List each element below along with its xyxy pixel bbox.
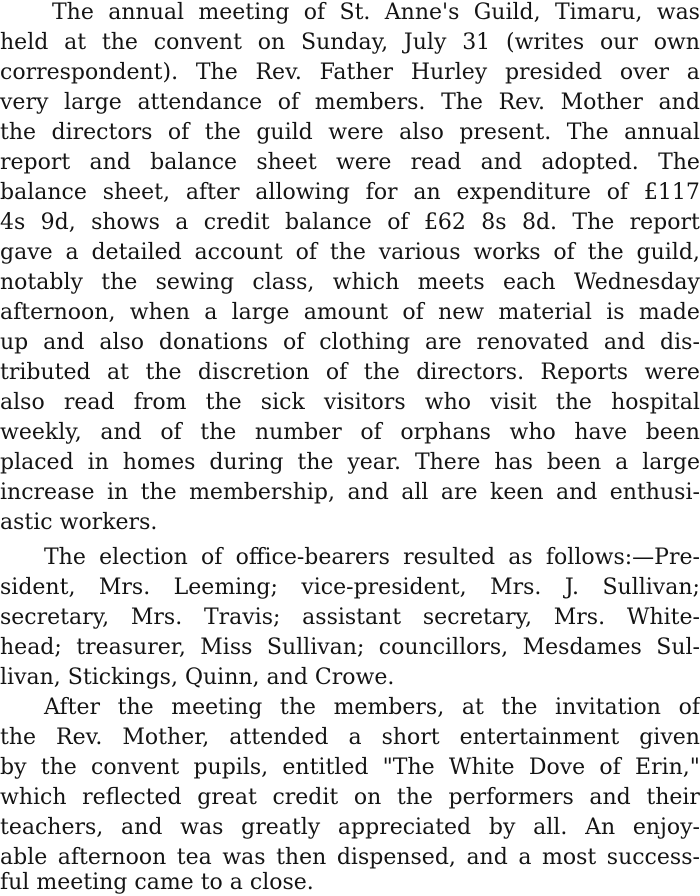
word: entertainment — [459, 725, 620, 750]
word: year. — [347, 450, 402, 475]
word: convent — [153, 30, 242, 55]
word: Stickings, — [67, 665, 185, 690]
paragraph-1-line-16 — [0, 450, 700, 476]
word: The — [572, 210, 615, 235]
word: of — [553, 240, 575, 265]
word: by — [0, 755, 27, 780]
word: meeting — [36, 870, 135, 895]
word: to — [200, 870, 230, 895]
word: their — [646, 785, 700, 810]
word: treasurer, — [76, 635, 186, 660]
paragraph-1-line-6 — [0, 150, 700, 176]
word: members. — [314, 90, 426, 115]
word: Quinn, — [184, 665, 267, 690]
word: on — [257, 30, 286, 55]
word: the — [297, 450, 334, 475]
word: visitors — [323, 390, 406, 415]
word: attended — [229, 725, 329, 750]
paragraph-3-line-5 — [0, 815, 700, 841]
word: balance — [150, 150, 238, 175]
word: enthusi- — [609, 480, 700, 505]
word: of — [360, 420, 382, 445]
word: from — [133, 390, 187, 415]
word: present. — [459, 120, 552, 145]
paragraph-2-line-3 — [0, 605, 700, 631]
word: The — [52, 0, 94, 25]
word: various — [378, 240, 461, 265]
word: livan, — [0, 665, 68, 690]
word: up — [0, 330, 29, 355]
paragraph-1-line-10 — [0, 270, 700, 296]
word: presided — [504, 60, 603, 85]
word: the — [0, 725, 37, 750]
word: of — [678, 695, 700, 720]
word: enjoy- — [632, 815, 700, 840]
word: vice-president, — [301, 575, 467, 600]
word: assistant — [302, 605, 402, 630]
word: the — [396, 785, 433, 810]
word: large — [231, 300, 290, 325]
word: own — [653, 30, 700, 55]
word: of — [277, 90, 300, 115]
paragraph-1-line-2 — [0, 30, 700, 56]
word: shows — [91, 210, 160, 235]
word: Mrs. — [490, 575, 542, 600]
word: J. — [564, 575, 579, 600]
word: Mother — [560, 90, 643, 115]
word: renovated — [476, 330, 589, 355]
word: 31 — [462, 30, 491, 55]
word: by — [488, 815, 516, 840]
word: and — [480, 150, 523, 175]
word: a — [686, 60, 700, 85]
paragraph-1-line-14 — [0, 390, 700, 416]
word: directors. — [416, 360, 525, 385]
word: been — [645, 420, 700, 445]
word: were — [328, 120, 384, 145]
word: meets — [417, 270, 485, 295]
word: has — [494, 450, 533, 475]
word: councillors, — [378, 635, 509, 660]
word: St. — [339, 0, 371, 25]
word: given — [639, 725, 700, 750]
word: Dove — [528, 755, 586, 780]
word: weekly, — [0, 420, 82, 445]
word: the — [205, 390, 242, 415]
word: all. — [533, 815, 568, 840]
word: Anne's — [384, 0, 460, 25]
paragraph-1-line-12 — [0, 330, 700, 356]
word: 8s — [481, 210, 507, 235]
word: Sullivan; — [266, 635, 365, 660]
word: The — [658, 150, 700, 175]
word: the — [101, 30, 138, 55]
word: the — [40, 755, 77, 780]
word: and — [658, 90, 700, 115]
word: hospital — [611, 390, 700, 415]
word: the — [200, 420, 237, 445]
word: The — [566, 120, 609, 145]
word: a — [204, 300, 218, 325]
word: gave — [0, 240, 53, 265]
word: all — [401, 480, 429, 505]
paragraph-1-line-3 — [0, 60, 700, 86]
word: meeting — [171, 695, 263, 720]
word: held — [0, 30, 49, 55]
word: which — [0, 785, 67, 810]
word: are — [440, 480, 478, 505]
word: White — [448, 755, 515, 780]
word: notably — [0, 270, 83, 295]
word: adopted. — [541, 150, 639, 175]
word: was — [180, 815, 224, 840]
paragraph-1-line-9 — [0, 240, 700, 266]
word: astic — [0, 510, 60, 535]
word: Mrs. — [130, 605, 183, 630]
paragraph-1-line-1 — [0, 0, 700, 26]
word: credit — [272, 785, 339, 810]
word: annual — [624, 120, 700, 145]
word: sheet — [256, 150, 317, 175]
word: The — [441, 90, 483, 115]
word: are — [424, 330, 462, 355]
word: homes — [122, 450, 196, 475]
word: Rev. — [56, 725, 103, 750]
word: sident, — [0, 575, 76, 600]
word: election — [99, 545, 188, 570]
word: balance — [284, 210, 372, 235]
word: of — [160, 420, 182, 445]
word: of — [402, 300, 424, 325]
word: for — [365, 180, 398, 205]
word: meeting — [198, 0, 290, 25]
word: class, — [252, 270, 315, 295]
word: of — [606, 180, 629, 205]
paragraph-3-line-4 — [0, 785, 700, 811]
word: donations — [158, 330, 269, 355]
word: came — [134, 870, 201, 895]
word: in — [106, 480, 129, 505]
word: An — [585, 815, 616, 840]
word: sheet, — [102, 180, 171, 205]
word: balance — [0, 180, 87, 205]
word: and — [89, 150, 131, 175]
word: been — [546, 450, 602, 475]
word: and — [43, 330, 85, 355]
word: Sul- — [656, 635, 700, 660]
word: large — [642, 450, 700, 475]
word: Hurley — [410, 60, 488, 85]
word: follows:—Pre- — [545, 545, 700, 570]
word: guild, — [636, 240, 700, 265]
word: a — [615, 450, 629, 475]
word: afternoon, — [0, 300, 116, 325]
word: (writes — [506, 30, 585, 55]
word: have — [574, 420, 628, 445]
paragraph-1-line-15 — [0, 420, 700, 446]
word: July — [403, 30, 447, 55]
word: credit — [203, 210, 270, 235]
word: then — [276, 845, 327, 870]
word: directors — [51, 120, 153, 145]
word: resulted — [403, 545, 496, 570]
word: invitation — [555, 695, 661, 720]
word: at — [461, 695, 484, 720]
word: The — [195, 60, 238, 85]
paragraph-3-line-1 — [0, 695, 700, 721]
word: £117 — [643, 180, 700, 205]
word: number — [254, 420, 342, 445]
word: of — [325, 360, 348, 385]
word: the — [140, 480, 177, 505]
paragraph-3-line-2 — [0, 725, 700, 751]
word: over — [619, 60, 670, 85]
word: and — [266, 665, 315, 690]
word: Miss — [200, 635, 253, 660]
word: after — [185, 180, 240, 205]
word: Mother, — [122, 725, 210, 750]
word: report — [0, 150, 71, 175]
word: who — [424, 390, 471, 415]
paragraph-1-line-4 — [0, 90, 700, 116]
word: reflected — [82, 785, 182, 810]
word: allowing — [255, 180, 350, 205]
word: of — [201, 545, 223, 570]
word: was — [656, 0, 700, 25]
word: members, — [333, 695, 445, 720]
word: were — [335, 150, 392, 175]
word: "The — [382, 755, 435, 780]
word: Timaru, — [555, 0, 643, 25]
word: entitled — [282, 755, 369, 780]
word: the — [363, 360, 400, 385]
word: of — [282, 330, 305, 355]
word: amount — [303, 300, 389, 325]
word: Wednesday — [573, 270, 700, 295]
word: read — [63, 390, 115, 415]
word: and — [100, 420, 142, 445]
word: increase — [0, 480, 95, 505]
word: the — [555, 390, 592, 415]
word: clothing — [319, 330, 411, 355]
paragraph-2-line-5 — [0, 665, 700, 691]
word: The — [44, 545, 86, 570]
word: teachers, — [0, 815, 104, 840]
word: secretary, — [0, 605, 110, 630]
word: a — [229, 870, 250, 895]
word: made — [638, 300, 700, 325]
word: convent — [91, 755, 180, 780]
word: of — [303, 0, 326, 25]
word: who — [509, 420, 556, 445]
word: which — [332, 270, 400, 295]
word: After — [44, 695, 101, 720]
word: and — [555, 480, 598, 505]
word: Reports — [540, 360, 629, 385]
paragraph-1-line-11 — [0, 300, 700, 326]
word: material — [498, 300, 592, 325]
word: 8d. — [521, 210, 558, 235]
word: and — [603, 330, 646, 355]
word: Travis; — [203, 605, 281, 630]
word: also — [99, 330, 145, 355]
word: attendance — [137, 90, 263, 115]
word: the — [117, 695, 154, 720]
word: the — [101, 270, 138, 295]
word: head; — [0, 635, 62, 660]
word: Rev. — [255, 60, 302, 85]
word: There — [414, 450, 481, 475]
word: most — [542, 845, 597, 870]
word: Leeming; — [173, 575, 278, 600]
word: very — [0, 90, 49, 115]
word: our — [599, 30, 638, 55]
word: account — [194, 240, 283, 265]
word: secretary, — [422, 605, 533, 630]
word: Mrs. — [553, 605, 606, 630]
word: also — [0, 390, 45, 415]
word: is — [606, 300, 625, 325]
word: were — [644, 360, 700, 385]
word: great — [197, 785, 257, 810]
word: membership, — [189, 480, 335, 505]
paragraph-3-line-7 — [0, 870, 700, 896]
word: when — [129, 300, 190, 325]
word: annual — [108, 0, 185, 25]
word: each — [502, 270, 556, 295]
word: dis- — [660, 330, 700, 355]
word: sewing — [155, 270, 235, 295]
word: also — [399, 120, 444, 145]
word: 4s — [0, 210, 26, 235]
word: at — [64, 30, 87, 55]
word: and — [121, 815, 163, 840]
word: expenditure — [456, 180, 591, 205]
word: Mrs. — [98, 575, 151, 600]
word: £62 — [423, 210, 466, 235]
word: of — [387, 210, 409, 235]
word: performers — [448, 785, 574, 810]
word: a — [65, 240, 79, 265]
word: Erin," — [635, 755, 700, 780]
word: as — [508, 545, 533, 570]
word: the — [0, 120, 37, 145]
word: at — [107, 360, 129, 385]
word: in — [87, 450, 109, 475]
paragraph-2-line-4 — [0, 635, 700, 661]
word: discretion — [197, 360, 310, 385]
word: works — [473, 240, 541, 265]
word: large — [64, 90, 122, 115]
word: and — [466, 845, 508, 870]
word: keen — [489, 480, 544, 505]
word: Mesdames — [522, 635, 642, 660]
word: on — [353, 785, 382, 810]
word: and — [589, 785, 631, 810]
word: ful — [0, 870, 37, 895]
word: a — [348, 725, 362, 750]
word: Crowe. — [314, 665, 395, 690]
word: the — [501, 695, 538, 720]
paragraph-2-line-1 — [0, 545, 700, 571]
paragraph-1-line-17 — [0, 480, 700, 506]
word: of — [167, 120, 190, 145]
paragraph-1-line-5 — [0, 120, 700, 146]
word: guild — [256, 120, 313, 145]
word: the — [204, 120, 241, 145]
word: the — [587, 240, 624, 265]
word: a — [175, 210, 189, 235]
paragraph-1-line-13 — [0, 360, 700, 386]
word: White- — [626, 605, 700, 630]
word: and — [347, 480, 389, 505]
word: was — [222, 845, 266, 870]
word: pupils, — [193, 755, 269, 780]
word: sick — [260, 390, 305, 415]
word: orphans — [400, 420, 491, 445]
word: correspondent). — [0, 60, 179, 85]
word: a — [518, 845, 532, 870]
word: of — [295, 240, 317, 265]
word: read — [410, 150, 462, 175]
paragraph-3-line-3 — [0, 755, 700, 781]
word: the — [279, 695, 316, 720]
word: Rev. — [498, 90, 545, 115]
word: an — [413, 180, 441, 205]
word: Father — [319, 60, 394, 85]
paragraph-1-line-7 — [0, 180, 700, 206]
paragraph-2-line-2 — [0, 575, 700, 601]
word: new — [438, 300, 485, 325]
word: able — [0, 845, 48, 870]
word: office-bearers — [235, 545, 390, 570]
word: dispensed, — [336, 845, 456, 870]
word: appreciated — [337, 815, 472, 840]
word: close. — [249, 870, 314, 895]
word: greatly — [241, 815, 321, 840]
word: Sunday, — [301, 30, 389, 55]
paragraph-1-line-8 — [0, 210, 700, 236]
word: during — [209, 450, 284, 475]
word: success- — [606, 845, 700, 870]
paragraph-1-line-18 — [0, 510, 700, 536]
word: Sullivan; — [602, 575, 700, 600]
word: short — [381, 725, 440, 750]
word: the — [329, 240, 366, 265]
word: visit — [490, 390, 537, 415]
word: Guild, — [473, 0, 541, 25]
word: 9d, — [40, 210, 76, 235]
word: placed — [0, 450, 74, 475]
word: report — [629, 210, 700, 235]
word: workers. — [59, 510, 158, 535]
paragraph-3-line-6 — [0, 845, 700, 871]
word: detailed — [91, 240, 182, 265]
word: the — [145, 360, 182, 385]
word: afternoon — [57, 845, 167, 870]
word: tributed — [0, 360, 91, 385]
word: tea — [176, 845, 212, 870]
word: of — [599, 755, 621, 780]
